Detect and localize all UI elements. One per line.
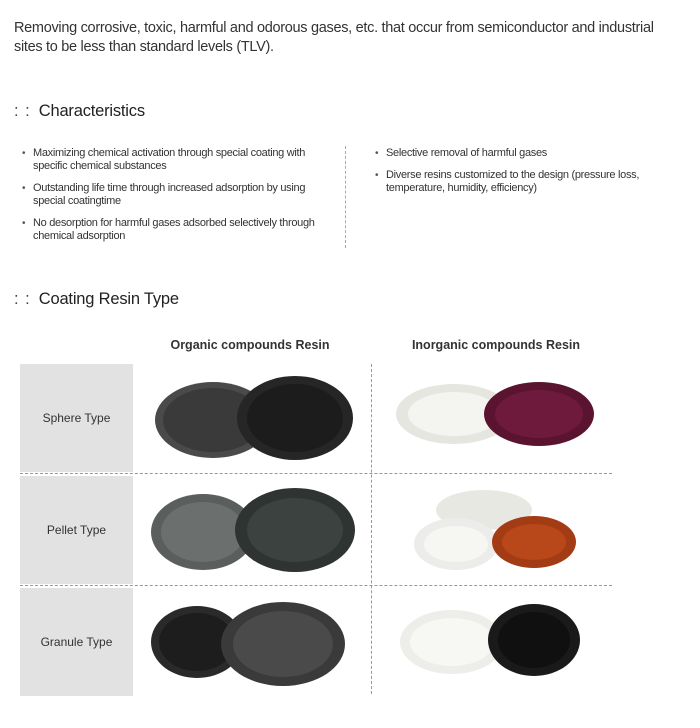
row-label-pellet: Pellet Type bbox=[20, 476, 133, 584]
row-label-sphere: Sphere Type bbox=[20, 364, 133, 472]
section-bullet: : : bbox=[14, 290, 31, 308]
characteristics-right-column bbox=[375, 147, 675, 204]
row-divider bbox=[20, 585, 612, 586]
column-divider bbox=[371, 364, 372, 694]
characteristic-item: • No desorption for harmful gases adsorbed selectively through chemical adsorption bbox=[22, 217, 322, 243]
characteristics-divider bbox=[345, 146, 346, 248]
characteristics-left-column bbox=[22, 147, 322, 252]
organic-pellet-image bbox=[145, 480, 370, 580]
characteristic-item: • Maximizing chemical activation through special coating with specific chemical substances bbox=[22, 147, 322, 173]
coating-heading bbox=[14, 290, 179, 309]
coating-title: Coating Resin Type bbox=[38, 290, 179, 308]
characteristics-title: Characteristics bbox=[38, 102, 145, 120]
intro-text: Removing corrosive, toxic, harmful and odorous gases, etc. that occur from semiconductor and industrial sites to be less than standard levels (TLV). bbox=[14, 20, 654, 55]
row-label-granule: Granule Type bbox=[20, 588, 133, 696]
organic-granule-image bbox=[145, 594, 370, 694]
row-divider bbox=[20, 473, 612, 474]
organic-column-header: Organic compounds Resin bbox=[170, 338, 330, 352]
inorganic-granule-image bbox=[384, 594, 609, 694]
section-bullet: : : bbox=[14, 102, 31, 120]
characteristic-item: • Selective removal of harmful gases bbox=[375, 147, 675, 160]
characteristic-item: • Diverse resins customized to the design (pressure loss, temperature, humidity, efficiency) bbox=[375, 169, 675, 195]
inorganic-sphere-image bbox=[384, 372, 609, 472]
inorganic-pellet-image bbox=[384, 482, 609, 582]
characteristics-heading bbox=[14, 102, 145, 121]
organic-sphere-image bbox=[145, 368, 370, 468]
characteristic-item: • Outstanding life time through increased adsorption by using special coatingtime bbox=[22, 182, 322, 208]
inorganic-column-header: Inorganic compounds Resin bbox=[411, 338, 581, 352]
